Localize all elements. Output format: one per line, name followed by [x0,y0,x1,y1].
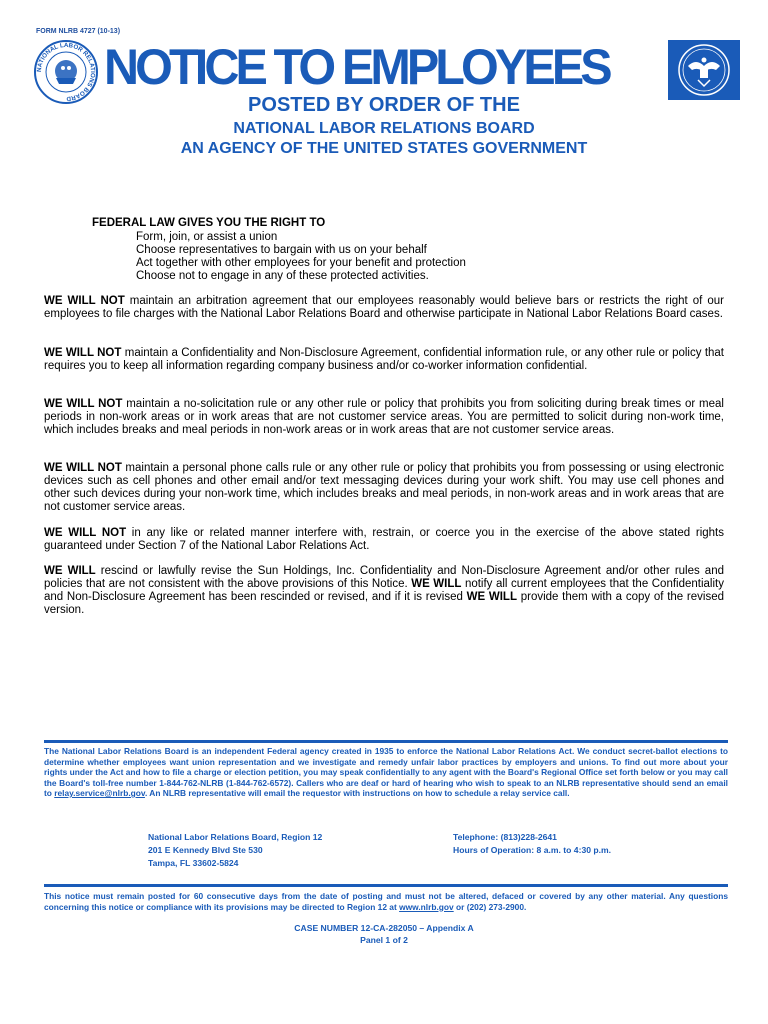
divider [44,884,728,887]
notice-text: This notice must remain posted for 60 consecutive days from the date of posting and must not be altered, defaced or covered by any other material. Any questions concerning this notice or compliance with its provisions may be directed to Region 12 at [44,891,728,912]
regional-address [148,831,322,870]
remedy-text: provide them with a copy of the revised version. [44,591,724,616]
remedy-paragraph [44,527,724,553]
info-text: . An NLRB representative will email the requestor with instructions on how to schedule a relay service call. [144,788,570,798]
remedy-text: maintain a personal phone calls rule or any other rule or policy that prohibits you from possessing or using electronic devices such as cell phones and other email and/or text messaging devices during your work shift. You may use cell phones and other such devices during your non-work time, which includes breaks and meal periods, in non-work areas and in work areas that are not customer service areas. [44,462,724,513]
address-line: 201 E Kennedy Blvd Ste 530 [148,845,263,855]
remedy-lead: WE WILL [411,578,462,590]
remedy-paragraph [44,398,724,437]
agency-name: NATIONAL LABOR RELATIONS BOARD [233,120,535,137]
remedy-text: notify all current employees that the Confidentiality and Non-Disclosure Agreement has been rescinded or revised, and if it is revised [44,578,724,603]
rights-item: Form, join, or assist a union [136,231,278,243]
address-line: National Labor Relations Board, Region 12 [148,832,323,842]
rights-item: Act together with other employees for your benefit and protection [136,257,466,269]
address-line: Tampa, FL 33602-5824 [148,858,239,868]
panel-number: Panel 1 of 2 [360,935,408,945]
remedy-paragraph [44,295,724,321]
remedy-paragraph [44,347,724,373]
rights-list [136,231,466,283]
agency-description: AN AGENCY OF THE UNITED STATES GOVERNMENT [180,140,588,157]
remedy-text: in any like or related manner interfere with, restrain, or coerce you in the exercise of the above stated rights guaranteed under Section 7 of the National Labor Relations Act. [44,527,724,552]
form-number: FORM NLRB 4727 (10-13) [36,28,121,35]
remedy-text: maintain an arbitration agreement that our employees reasonably would believe bars or restricts the right of our employees to file charges with the National Labor Relations Board and otherwise participate in National Labor Relations Board cases. [44,295,724,320]
posted-by-order: POSTED BY ORDER OF THE [248,94,520,116]
remedy-lead: WE WILL NOT [44,527,127,539]
divider [44,740,728,743]
final-remedy-paragraph [44,565,724,617]
remedy-lead: WE WILL NOT [44,398,123,410]
remedy-lead: WE WILL NOT [44,295,125,307]
remedy-lead: WE WILL NOT [44,347,122,359]
info-text: The National Labor Relations Board is an independent Federal agency created in 1935 to enforce the National Labor Relations Act. We conduct secret-ballot elections to determine whether employees want union representation and we investigate and remedy unfair labor practices by employers and unions. To find out more about your rights under the Act and how to file a charge or election petition, you may speak confidentially to any agent with the Board's Regional Office set forth below or you may call the Board's toll-free number 1-844-762-NLRB (1-844-762-6572). Callers who are deaf or hard of hearing who wish to speak to an NLRB representative should send an email to [44,746,728,798]
rights-item: Choose representatives to bargain with us on your behalf [136,244,427,256]
telephone: Telephone: (813)228-2641 [453,832,557,842]
remedy-lead: WE WILL [466,591,517,603]
relay-email-link[interactable]: relay.service@nlrb.gov [54,788,145,798]
page-title: NOTICE TO EMPLOYEES [104,39,609,95]
posting-notice-paragraph [44,891,728,912]
eagle-seal-icon [668,40,740,100]
rights-item: Choose not to engage in any of these protected activities. [136,270,429,282]
case-number: CASE NUMBER 12-CA-282050 – Appendix A [294,923,474,933]
regional-contact [453,831,611,857]
remedy-lead: WE WILL [44,565,96,577]
remedy-text: rescind or lawfully revise the Sun Holdings, Inc. Confidentiality and Non-Disclosure Agreement and/or other rules and policies that are not consistent with the above provisions of this Notice. [44,565,724,590]
nlrb-info-paragraph [44,746,728,799]
remedy-lead: WE WILL NOT [44,462,122,474]
remedy-paragraph [44,462,724,514]
rights-heading: FEDERAL LAW GIVES YOU THE RIGHT TO [92,217,326,229]
remedy-text: maintain a no-solicitation rule or any other rule or policy that prohibits you from soliciting during break times or meal periods in non-work areas or in work areas that are not customer service areas. You are permitted to solicit during non-work time, which includes breaks and meal periods in non-work areas or in work areas that are not customer service areas. [44,398,724,436]
svg-text:NATIONAL LABOR RELATIONS BOARD: NATIONAL LABOR RELATIONS BOARD [35,41,97,103]
remedy-text: maintain a Confidentiality and Non-Disclosure Agreement, confidential information rule, or any other rule or policy that requires you to keep all information regarding company business and/or co-worker information confidential. [44,347,724,372]
nlrb-website-link[interactable]: www.nlrb.gov [399,901,454,912]
notice-text: or (202) 273-2900. [453,901,527,912]
hours-of-operation: Hours of Operation: 8 a.m. to 4:30 p.m. [453,845,612,855]
